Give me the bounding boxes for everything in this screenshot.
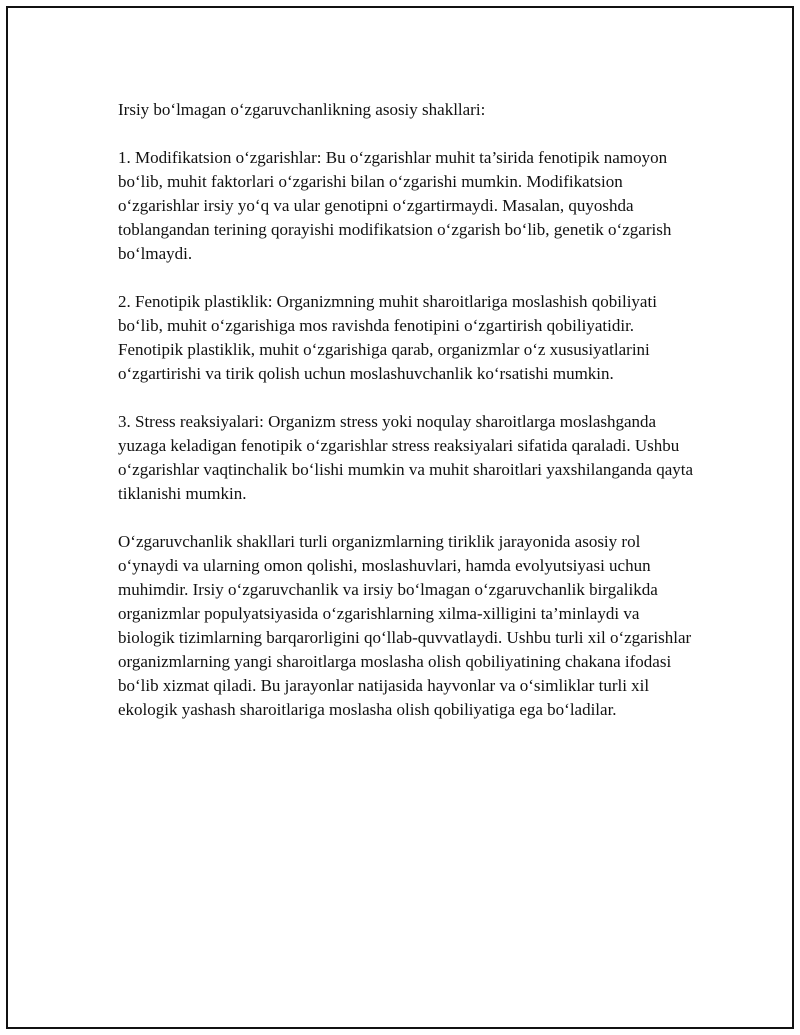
paragraph-fenotipik-plastiklik: 2. Fenotipik plastiklik: Organizmning muhit sharoitlariga moslashish qobiliyati bo‘lib, muhit o‘zgarishiga mos ravishda fenotipini o‘zgartirish qobiliyatidir. Fenotipik plastiklik, muhit o‘zgarishiga qarab, organizmlar o‘z xususiyatlarini o‘zgartirishi va tirik qolish uchun moslashuvchanlik ko‘rsatishi mumkin. xyxy=(118,292,657,383)
document-heading: Irsiy bo‘lmagan o‘zgaruvchanlikning asosiy shakllari: xyxy=(118,100,486,119)
paragraph-conclusion: O‘zgaruvchanlik shakllari turli organizmlarning tiriklik jarayonida asosiy rol o‘ynaydi va ularning omon qolishi, moslashuvlari, hamda evolyutsiyasi uchun muhimdir. Irsiy o‘zgaruvchanlik va irsiy bo‘lmagan o‘zgaruvchanlik birgalikda organizmlar populyatsiyasida o‘zgarishlarning xilma-xilligini ta’minlaydi va biologik tizimlarning barqarorligini qo‘llab-quvvatlaydi. Ushbu turli xil o‘zgarishlar organizmlarning yangi sharoitlarga moslasha olish qobiliyatining chakana ifodasi bo‘lib xizmat qiladi. Bu jarayonlar natijasida hayvonlar va o‘simliklar turli xil ekologik yashash sharoitlariga moslasha olish qobiliyatiga ega bo‘ladilar. xyxy=(118,532,692,719)
document-body xyxy=(118,98,698,746)
paragraph-stress-reaksiyalari: 3. Stress reaksiyalari: Organizm stress yoki noqulay sharoitlarga moslashganda yuzaga keladigan fenotipik o‘zgarishlar stress reaksiyalari sifatida qaraladi. Ushbu o‘zgarishlar vaqtinchalik bo‘lishi mumkin va muhit sharoitlari yaxshilanganda qayta tiklanishi mumkin. xyxy=(118,412,694,503)
paragraph-modifikatsion: 1. Modifikatsion o‘zgarishlar: Bu o‘zgarishlar muhit ta’sirida fenotipik namoyon bo‘lib, muhit faktorlari o‘zgarishi bilan o‘zgarishi mumkin. Modifikatsion o‘zgarishlar irsiy yo‘q va ular genotipni o‘zgartirmaydi. Masalan, quyoshda toblangandan terining qorayishi modifikatsion o‘zgarish bo‘lib, genetik o‘zgarish bo‘lmaydi. xyxy=(118,148,672,263)
document-page xyxy=(6,6,794,1029)
